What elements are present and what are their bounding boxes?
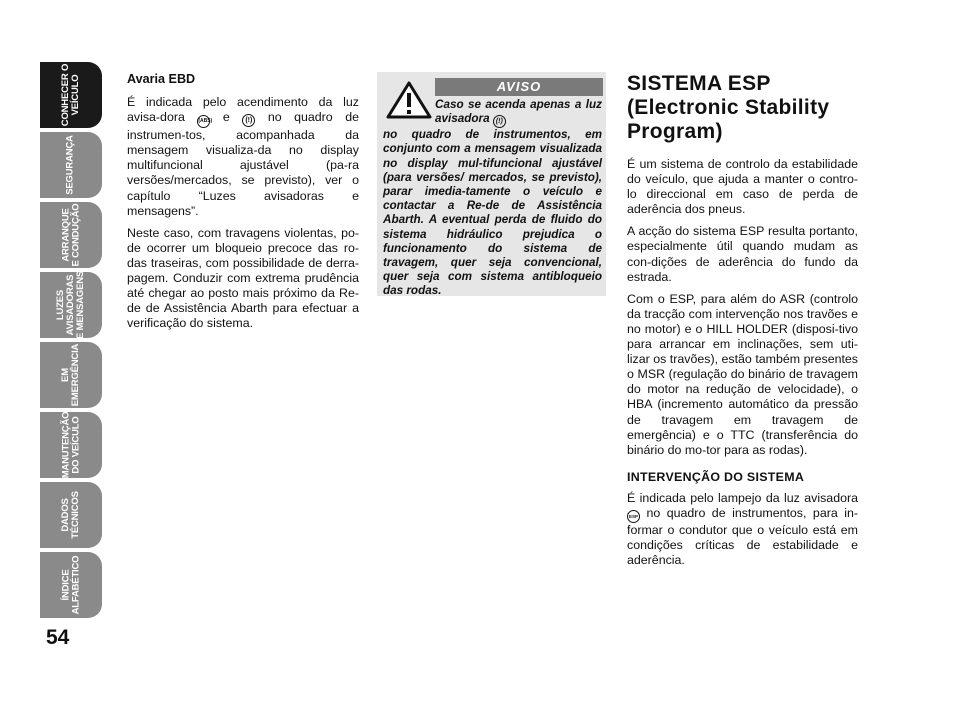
warning-title: AVISO [435,78,603,96]
esp-warning-icon: ESP [627,510,640,523]
section-title: SISTEMA ESP (Electronic Stability Program) [627,72,830,143]
paragraph: Com o ESP, para além do ASR (controlo da tracção com intervenção nos travões e no motor) e o HILL HOLDER (disposi-tivo para arrancar em inclinações, sem uti-lizar os travões), estão também presentes o MSR (regulação do binário de travagem do motor na redução de velocidade), o HBA (incremento automático da pressão de travagem em travagem de emergência) e o TTC (transferência do binário do mo-tor para as rodas). [627,291,858,457]
tab-indice-alfabetico[interactable]: ÍNDICE ALFABÉTICO [40,552,102,618]
column-sistema-esp [627,72,858,575]
paragraph: É um sistema de controlo da estabilidade do veículo, que ajuda a manter o contro-lo direccional em caso de perda de aderência dos pneus. [627,157,858,217]
warning-box [377,72,606,296]
tab-conhecer-o-veiculo[interactable]: CONHECER O VEÍCULO [40,62,102,128]
paragraph: É indicada pelo acendimento da luz avisa-dora (ABS) e (!) no quadro de instrumen-tos, acompanhada da mensagem visualiza-da no display multifuncional ajustável (pa-ra versões/mercados, se previsto), ver o capítulo “Luzes avisadoras e mensagens”. [127,95,359,218]
tab-seguranca[interactable]: SEGURANÇA [40,132,102,198]
paragraph: A acção do sistema ESP resulta portanto, especialmente útil quando mudam as con-dições de aderência do fundo da estrada. [627,224,858,284]
page-number: 54 [46,626,70,649]
tab-luzes-avisadoras[interactable]: LUZES AVISADORAS E MENSAGENS [40,272,102,338]
brake-warning-icon: (!) [493,115,506,128]
column-avaria-ebd [127,72,359,338]
warning-text: Caso se acenda apenas a luz avisadora (!) no quadro de instrumentos, em conjunto com a mensagem visualizada no display mul-tifuncional ajustável (para versões/ mercados, se previsto), parar imedia-tamente o veículo e contactar a Re-de de Assistência Abarth. A eventual perda de fluido do sistema hidráulico prejudica o funcionamento do sistema de travagem, quer seja convencional, quer seja com sistema antibloqueio das rodas. [383,98,602,298]
paragraph: É indicada pelo lampejo da luz avisadora ESP no quadro de instrumentos, para in-formar o condutor que o veículo está em condições críticas de estabilidade e aderência. [627,490,858,568]
tab-em-emergencia[interactable]: EM EMERGÊNCIA [40,342,102,408]
brake-warning-icon: (!) [242,114,255,127]
tab-arranque-e-conducao[interactable]: ARRANQUE E CONDUÇÃO [40,202,102,268]
paragraph: Neste caso, com travagens violentas, po-de ocorrer um bloqueio precoce das ro-das traseiras, com possibilidade de derra-pagem. Conduzir com extrema prudência até chegar ao posto mais próximo da Re-de de Assistência Abarth para efectuar a verificação do sistema. [127,225,359,331]
section-heading: Avaria EBD [127,72,196,86]
tab-dados-tecnicos[interactable]: DADOS TÉCNICOS [40,482,102,548]
tab-manutencao-do-veiculo[interactable]: MANUTENÇÃO DO VEÍCULO [40,412,102,478]
abs-warning-icon: (ABS) [197,115,210,128]
subsection-title: INTERVENÇÃO DO SISTEMA [627,469,805,484]
